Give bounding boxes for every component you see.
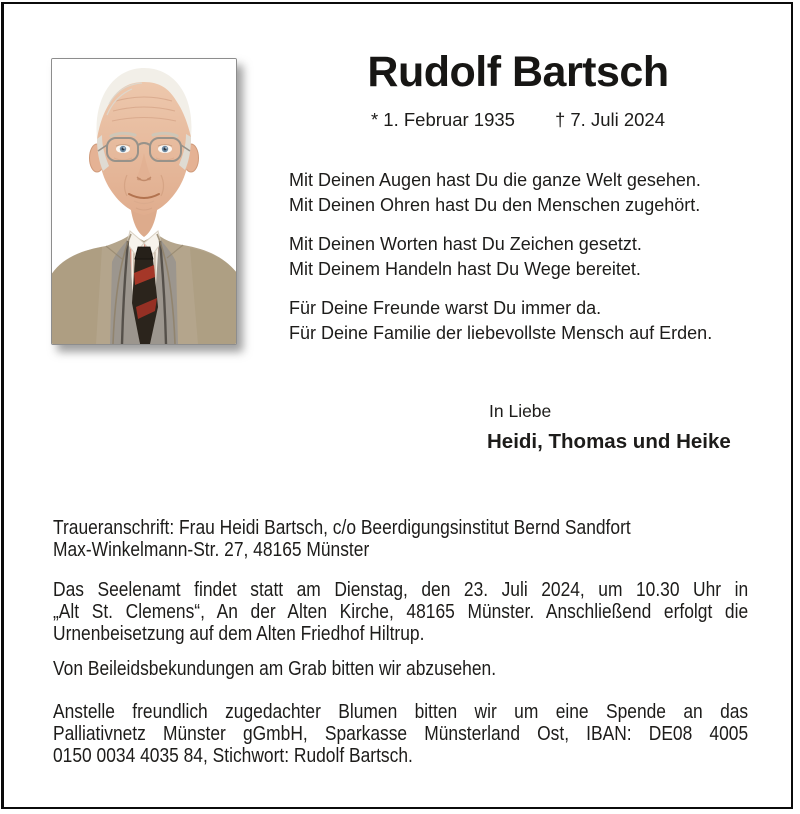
service-info <box>53 580 748 645</box>
poem-line: Für Deine Familie der liebevollste Mensch auf Erden. <box>289 322 713 343</box>
poem-stanza <box>289 296 712 345</box>
donation-info <box>53 702 748 767</box>
donation-line: Palliativnetz Münster gGmbH, Sparkasse Münsterland Ost, IBAN: DE08 4005 <box>53 722 749 745</box>
poem-stanza <box>289 232 712 281</box>
donation-line: Anstelle freundlich zugedachter Blumen bitten wir um eine Spende an das <box>53 701 749 724</box>
donation-line: 0150 0034 4035 84, Stichwort: Rudolf Bartsch. <box>53 744 413 767</box>
poem-line: Mit Deinem Handeln hast Du Wege bereitet. <box>289 258 641 279</box>
condolence-note: Von Beileidsbekundungen am Grab bitten wir abzusehen. <box>53 657 497 680</box>
deceased-name: Rudolf Bartsch <box>367 48 669 96</box>
poem-line: Mit Deinen Ohren hast Du den Menschen zugehört. <box>289 194 701 215</box>
poem-line: Mit Deinen Worten hast Du Zeichen gesetzt. <box>289 234 642 254</box>
address-line: Traueranschrift: Frau Heidi Bartsch, c/o Beerdigungsinstitut Bernd Sandfort <box>53 517 631 539</box>
portrait-photo <box>51 58 237 345</box>
birth-date: * 1. Februar 1935 <box>370 109 515 131</box>
portrait-illustration <box>52 59 236 344</box>
farewell-intro: In Liebe <box>489 401 552 421</box>
life-dates <box>268 109 768 131</box>
poem-line: Für Deine Freunde warst Du immer da. <box>289 298 602 318</box>
address-line: Max-Winkelmann-Str. 27, 48165 Münster <box>53 538 370 561</box>
death-date: † 7. Juli 2024 <box>554 109 666 131</box>
poem-line: Mit Deinen Augen hast Du die ganze Welt gesehen. <box>289 170 701 190</box>
memorial-poem <box>289 168 712 360</box>
service-line: Das Seelenamt findet statt am Dienstag, den 23. Juli 2024, um 10.30 Uhr in <box>53 579 749 602</box>
family-names: Heidi, Thomas und Heike <box>487 430 731 453</box>
service-line: „Alt St. Clemens“, An der Alten Kirche, 48165 Münster. Anschließend erfolgt die <box>53 601 749 624</box>
service-line: Urnenbeisetzung auf dem Alten Friedhof Hiltrup. <box>53 622 425 645</box>
funeral-details <box>53 518 748 767</box>
notice-header <box>268 50 768 131</box>
mourning-address <box>53 518 748 561</box>
poem-stanza <box>289 168 712 217</box>
